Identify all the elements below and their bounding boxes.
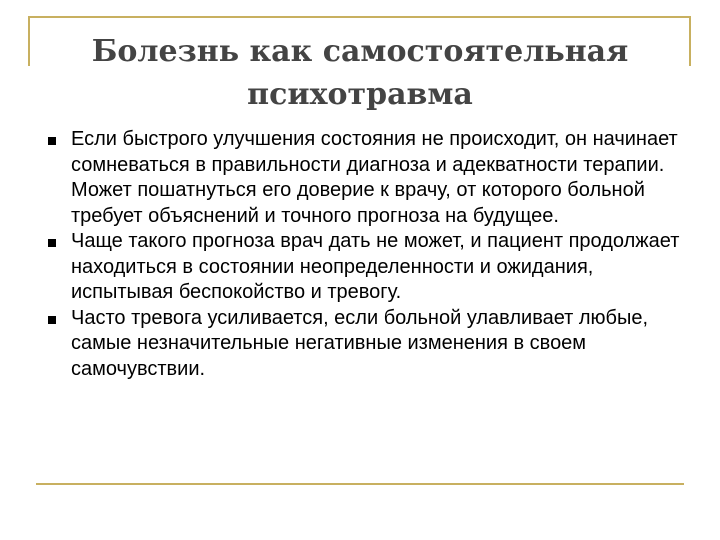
slide-title-line-1: Болезнь как самостоятельная [91,34,629,69]
square-bullet-icon [48,239,56,247]
bullet-text-1: Если быстрого улучшения состояния не происходит, он начинает сомневаться в правильности диагноза и адекватности терапии. Может пошатнуться его доверие к врачу, от которого больной требует объяснений и точного прогноза на будущее. [71,128,678,227]
frame-line-right [689,16,691,66]
frame-line-bottom [36,483,684,485]
square-bullet-icon [48,316,56,324]
frame-line-top [28,16,691,18]
slide-title-line-2: психотравма [247,77,473,112]
bullet-item-3 [40,306,690,383]
bullet-text-2: Чаще такого прогноза врач дать не может, и пациент продолжает находиться в состоянии неопределенности и ожидания, испытывая беспокойство и тревогу. [71,230,680,303]
bullet-item-1 [40,127,690,229]
bullet-text-3: Часто тревога усиливается, если больной улавливает любые, самые незначительные негативные изменения в своем самочувствии. [71,306,649,380]
frame-line-left [28,16,30,66]
square-bullet-icon [48,137,56,145]
bullet-list [40,127,690,382]
slide-title [60,30,660,116]
bullet-item-2 [40,229,690,306]
